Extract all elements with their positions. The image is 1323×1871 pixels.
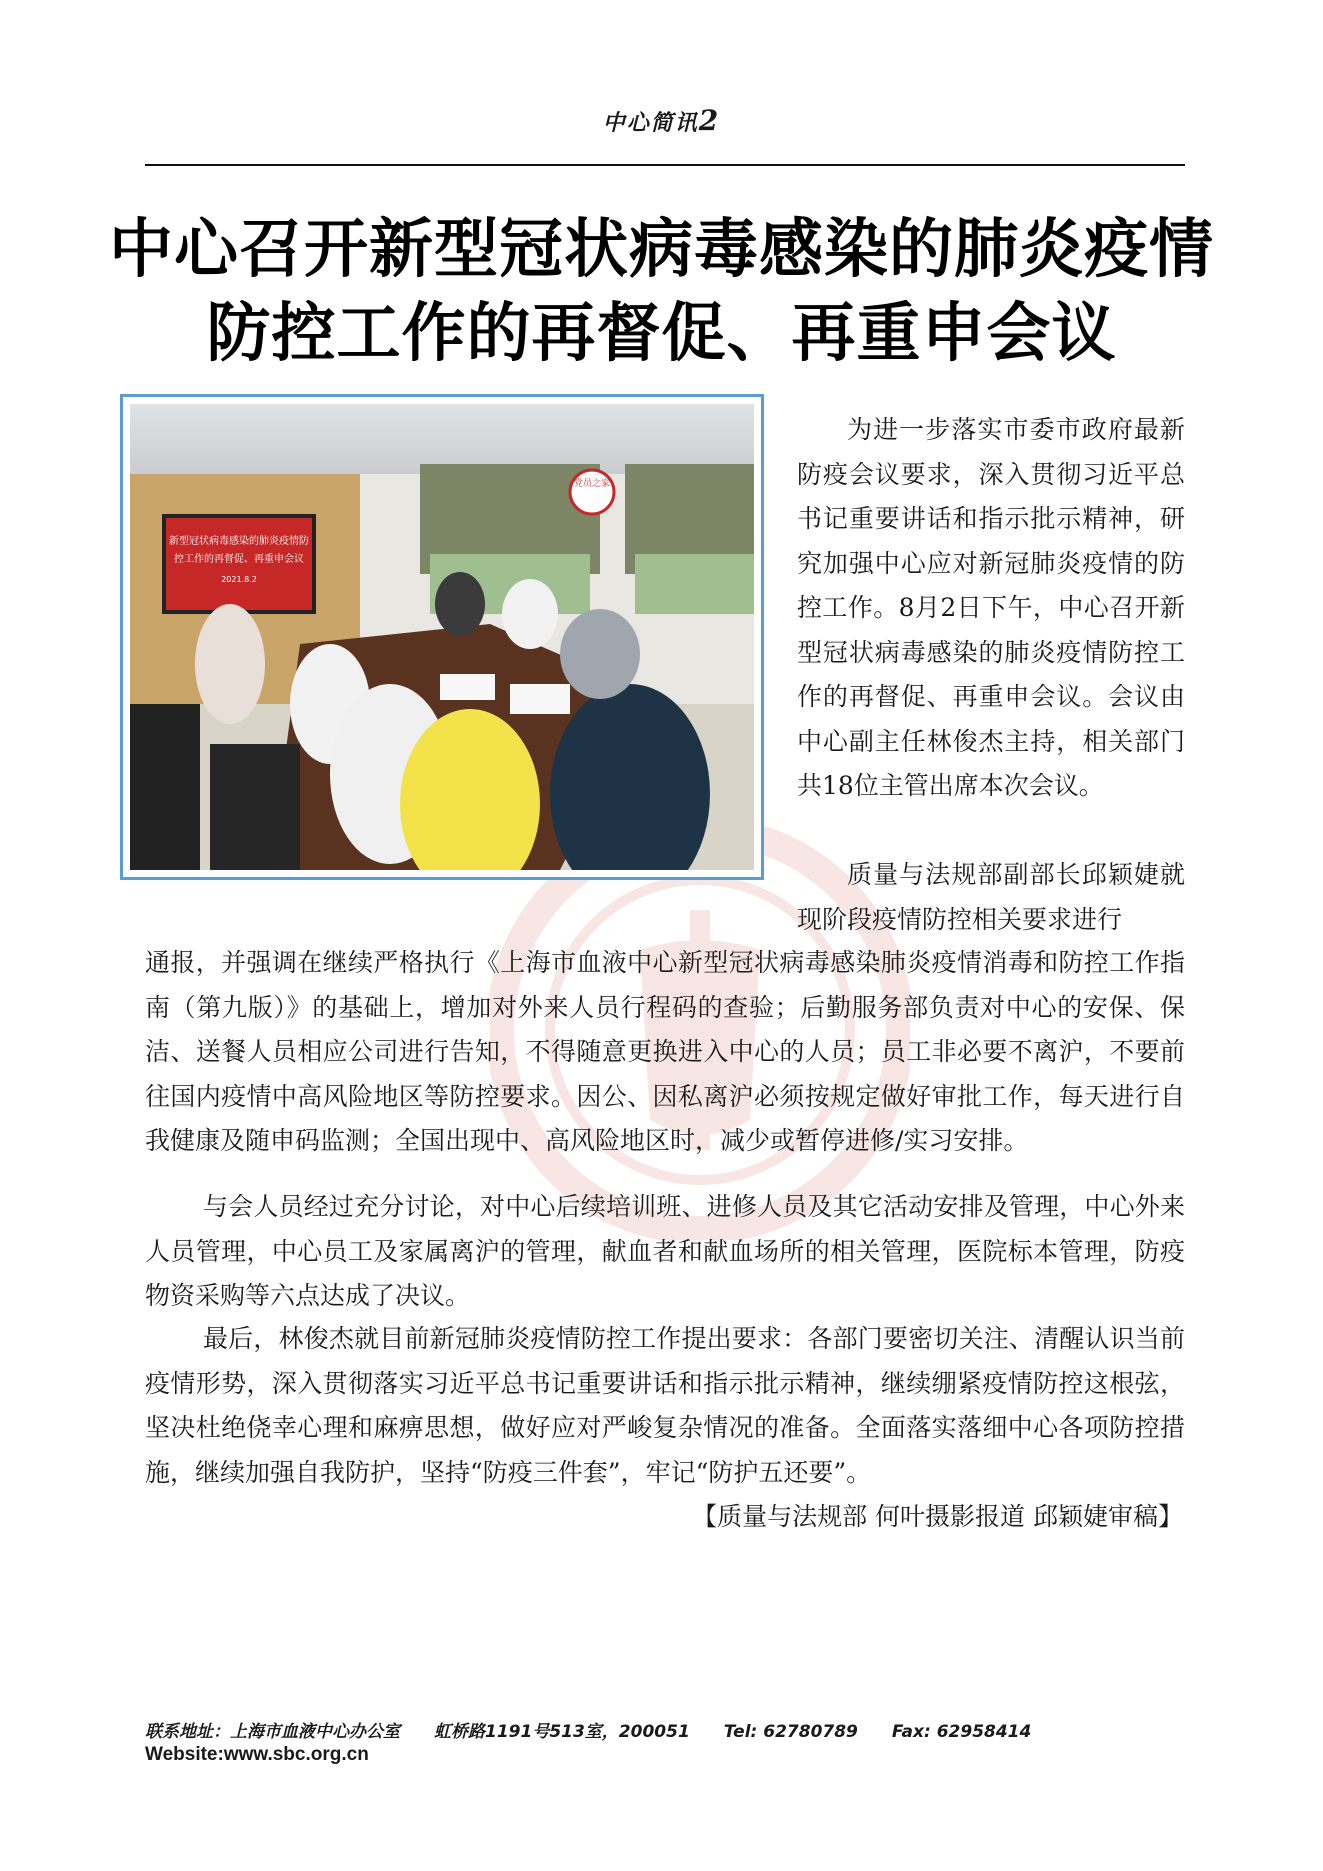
wall-badge-text: 党员之家 bbox=[573, 479, 611, 489]
footer-contact bbox=[145, 1717, 1065, 1742]
footer-address: 联系地址：上海市血液中心办公室 bbox=[145, 1722, 400, 1742]
meeting-photo-illustration bbox=[130, 404, 754, 870]
meeting-photo bbox=[120, 394, 764, 880]
article-paragraph-3: 与会人员经过充分讨论，对中心后续培训班、进修人员及其它活动安排及管理，中心外来人员管理，中心员工及家属离沪的管理，献血者和献血场所的相关管理，医院标本管理，防疫物资采购等六点达成了决议。 bbox=[145, 1192, 1185, 1310]
footer-website[interactable]: Website:www.sbc.org.cn bbox=[145, 1744, 369, 1765]
newsletter-label: 中心简讯 bbox=[602, 110, 699, 136]
article-paragraph-2-continued: 通报，并强调在继续严格执行《上海市血液中心新型冠状病毒感染肺炎疫情消毒和防控工作指南（第九版）》的基础上，增加对外来人员行程码的查验；后勤服务部负责对中心的安保、保洁、送餐人员相应公司进行告知，不得随意更换进入中心的人员；员工非必要不离沪，不要前往国内疫情中高风险地区等防控要求。因公、因私离沪必须按规定做好审批工作，每天进行自我健康及随申码监测；全国出现中、高风险地区时，减少或暂停进修/实习安排。 bbox=[145, 948, 1185, 1155]
newsletter-header bbox=[0, 104, 1323, 137]
article-paragraph-2-wrap: 质量与法规部副部长邱颖婕就现阶段疫情防控相关要求进行 bbox=[797, 860, 1185, 934]
footer-tel: Tel: 62780789 bbox=[723, 1722, 858, 1742]
article-title-line2: 防控工作的再督促、再重申会议 bbox=[206, 297, 1117, 371]
footer-fax: Fax: 62958414 bbox=[891, 1722, 1032, 1742]
screen-text-line2: 控工作的再督促、再重申会议 bbox=[174, 554, 304, 565]
page-number: 2 bbox=[698, 104, 721, 137]
screen-date: 2021.8.2 bbox=[221, 575, 257, 584]
footer-street: 虹桥路1191号513室，200051 bbox=[434, 1722, 690, 1742]
article-paragraph-1: 为进一步落实市委市政府最新防疫会议要求，深入贯彻习近平总书记重要讲话和指示批示精神，研究加强中心应对新冠肺炎疫情的防控工作。8月2日下午，中心召开新型冠状病毒感染的肺炎疫情防控工作的再督促、再重申会议。会议由中心副主任林俊杰主持，相关部门共18位主管出席本次会议。 bbox=[797, 415, 1185, 800]
article-title-line1: 中心召开新型冠状病毒感染的肺炎疫情 bbox=[109, 213, 1214, 287]
article-byline: 【质量与法规部 何叶摄影报道 邱颖婕审稿】 bbox=[692, 1502, 1183, 1531]
article-paragraph-4: 最后，林俊杰就目前新冠肺炎疫情防控工作提出要求：各部门要密切关注、清醒认识当前疫情形势，深入贯彻落实习近平总书记重要讲话和指示批示精神，继续绷紧疫情防控这根弦，坚决杜绝侥幸心理和麻痹思想，做好应对严峻复杂情况的准备。全面落实落细中心各项防控措施，继续加强自我防护，坚持“防疫三件套”，牢记“防护五还要”。 bbox=[145, 1324, 1185, 1487]
screen-text-line1: 新型冠状病毒感染的肺炎疫情防 bbox=[169, 536, 309, 547]
header-divider bbox=[145, 164, 1185, 166]
